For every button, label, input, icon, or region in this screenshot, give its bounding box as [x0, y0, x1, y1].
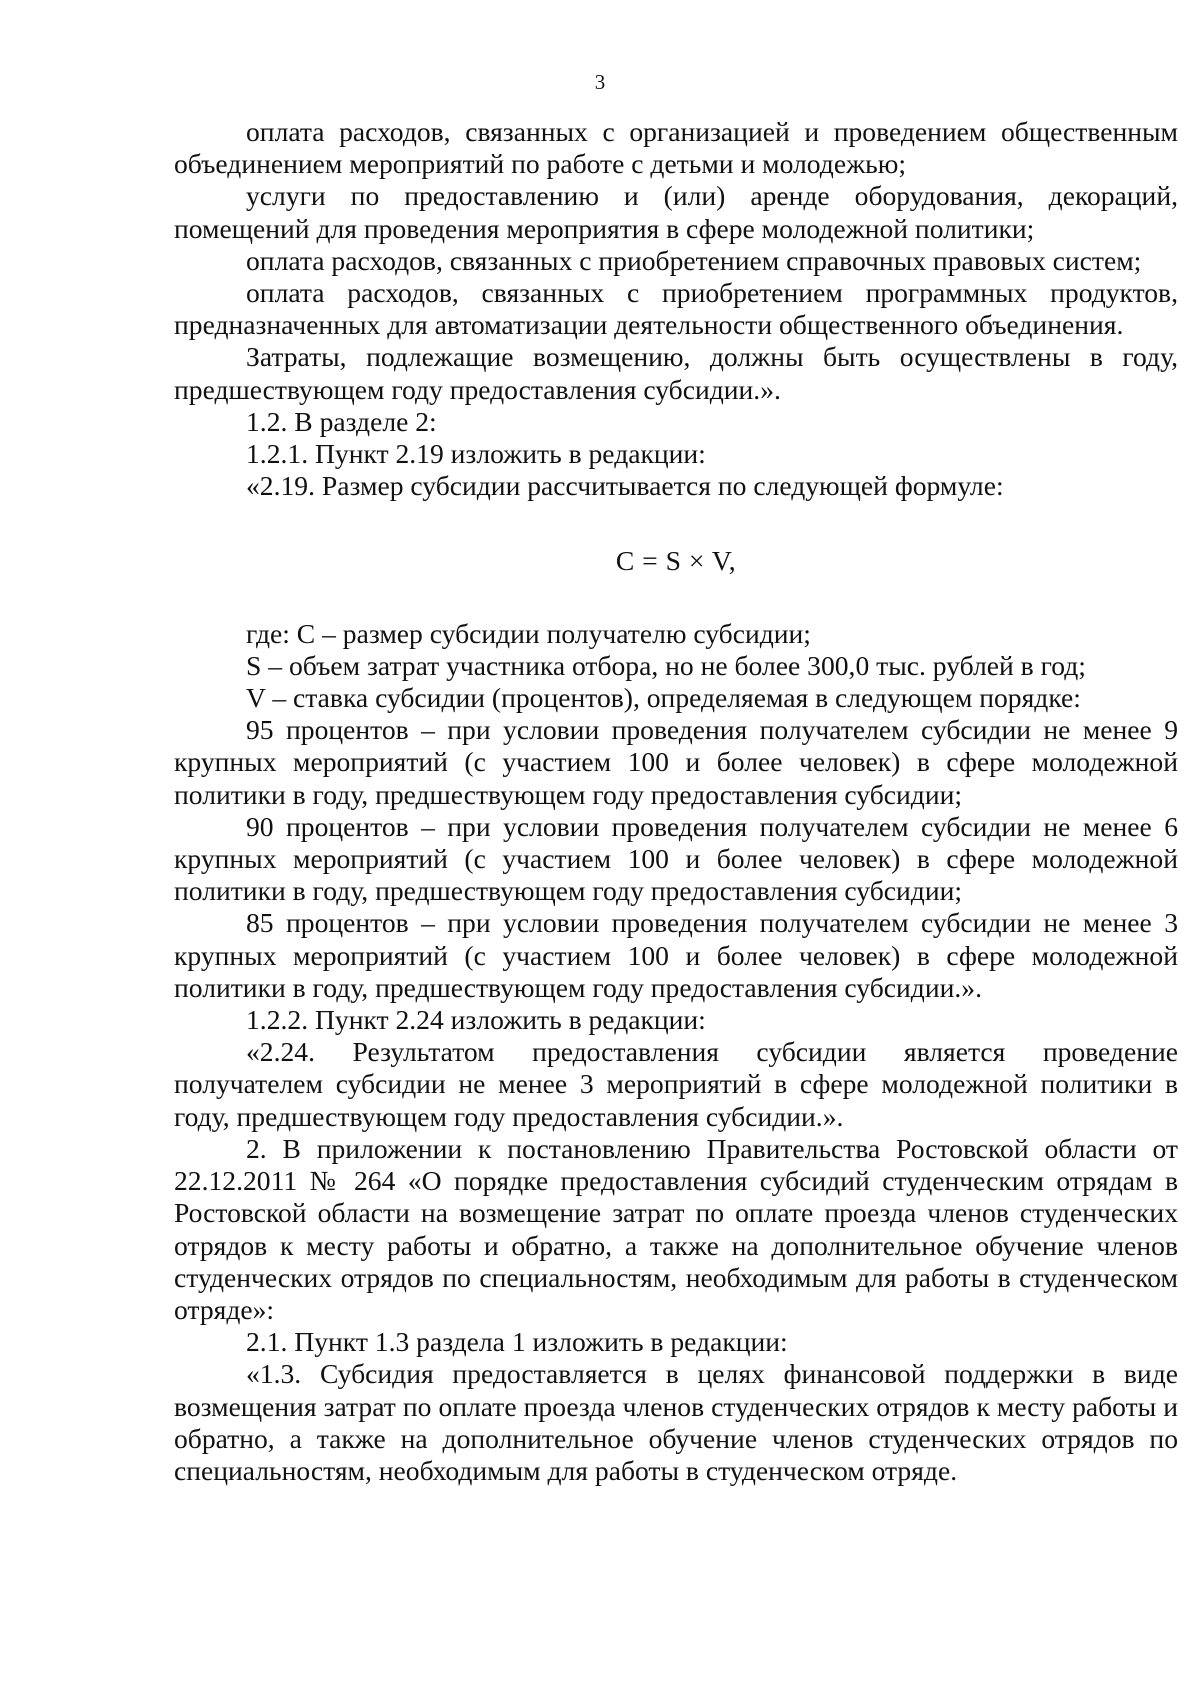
paragraph: 95 процентов – при условии проведения получателем субсидии не менее 9 крупных мероприятий (с участием 100 и более человек) в сфере молодежной политики в году, предшествующем году предоставления субсидии;: [174, 714, 1178, 810]
clause-heading: 1.2.1. Пункт 2.19 изложить в редакции:: [246, 438, 706, 470]
formula: C = S × V,: [615, 545, 737, 577]
paragraph: услуги по предоставлению и (или) аренде оборудования, декораций, помещений для проведения мероприятия в сфере молодежной политики;: [174, 180, 1178, 244]
paragraph: «2.19. Размер субсидии рассчитывается по следующей формуле:: [246, 470, 1004, 502]
paragraph: 90 процентов – при условии проведения получателем субсидии не менее 6 крупных мероприятий (с участием 100 и более человек) в сфере молодежной политики в году, предшествующем году предоставления субсидии;: [174, 810, 1178, 907]
paragraph: S – объем затрат участника отбора, но не более 300,0 тыс. рублей в год;: [246, 649, 1086, 681]
paragraph: «2.24. Результатом предоставления субсидии является проведение получателем субсидии не менее 3 мероприятий в сфере молодежной политики в году, предшествующем году предоставления субсидии.».: [174, 1036, 1178, 1132]
clause-heading: 1.2.2. Пункт 2.24 изложить в редакции:: [246, 1004, 706, 1036]
clause-heading: 2.1. Пункт 1.3 раздела 1 изложить в редакции:: [246, 1326, 788, 1358]
paragraph: где: C – размер субсидии получателю субсидии;: [246, 617, 811, 649]
paragraph: оплата расходов, связанных с приобретением справочных правовых систем;: [246, 244, 1142, 276]
paragraph: оплата расходов, связанных с приобретением программных продуктов, предназначенных для автоматизации деятельности общественного объединения.: [174, 277, 1178, 341]
paragraph: оплата расходов, связанных с организацией и проведением общественным объединением мероприятий по работе с детьми и молодежью;: [174, 116, 1178, 180]
paragraph: 2. В приложении к постановлению Правительства Ростовской области от 22.12.2011 № 264 «О порядке предоставления субсидий студенческим отрядам в Ростовской области на возмещение затрат по оплате проезда членов студенческих отрядов к месту работы и обратно, а также на дополнительное обучение членов студенческих отрядов по специальностям, необходимым для работы в студенческом отряде»:: [174, 1132, 1178, 1325]
paragraph: «1.3. Субсидия предоставляется в целях финансовой поддержки в виде возмещения затрат по оплате проезда членов студенческих отрядов к месту работы и обратно, а также на дополнительное обучение членов студенческих отрядов по специальностям, необходимым для работы в студенческом отряде.: [174, 1358, 1178, 1486]
paragraph: 85 процентов – при условии проведения получателем субсидии не менее 3 крупных мероприятий (с участием 100 и более человек) в сфере молодежной политики в году, предшествующем году предоставления субсидии.».: [174, 907, 1178, 1003]
paragraph: V – ставка субсидии (процентов), определяемая в следующем порядке:: [246, 682, 1081, 714]
document-body: [174, 116, 1178, 1487]
section-heading: 1.2. В разделе 2:: [246, 405, 437, 437]
paragraph: Затраты, подлежащие возмещению, должны быть осуществлены в году, предшествующем году предоставления субсидии.».: [174, 341, 1178, 405]
page-number: 3: [594, 70, 606, 94]
